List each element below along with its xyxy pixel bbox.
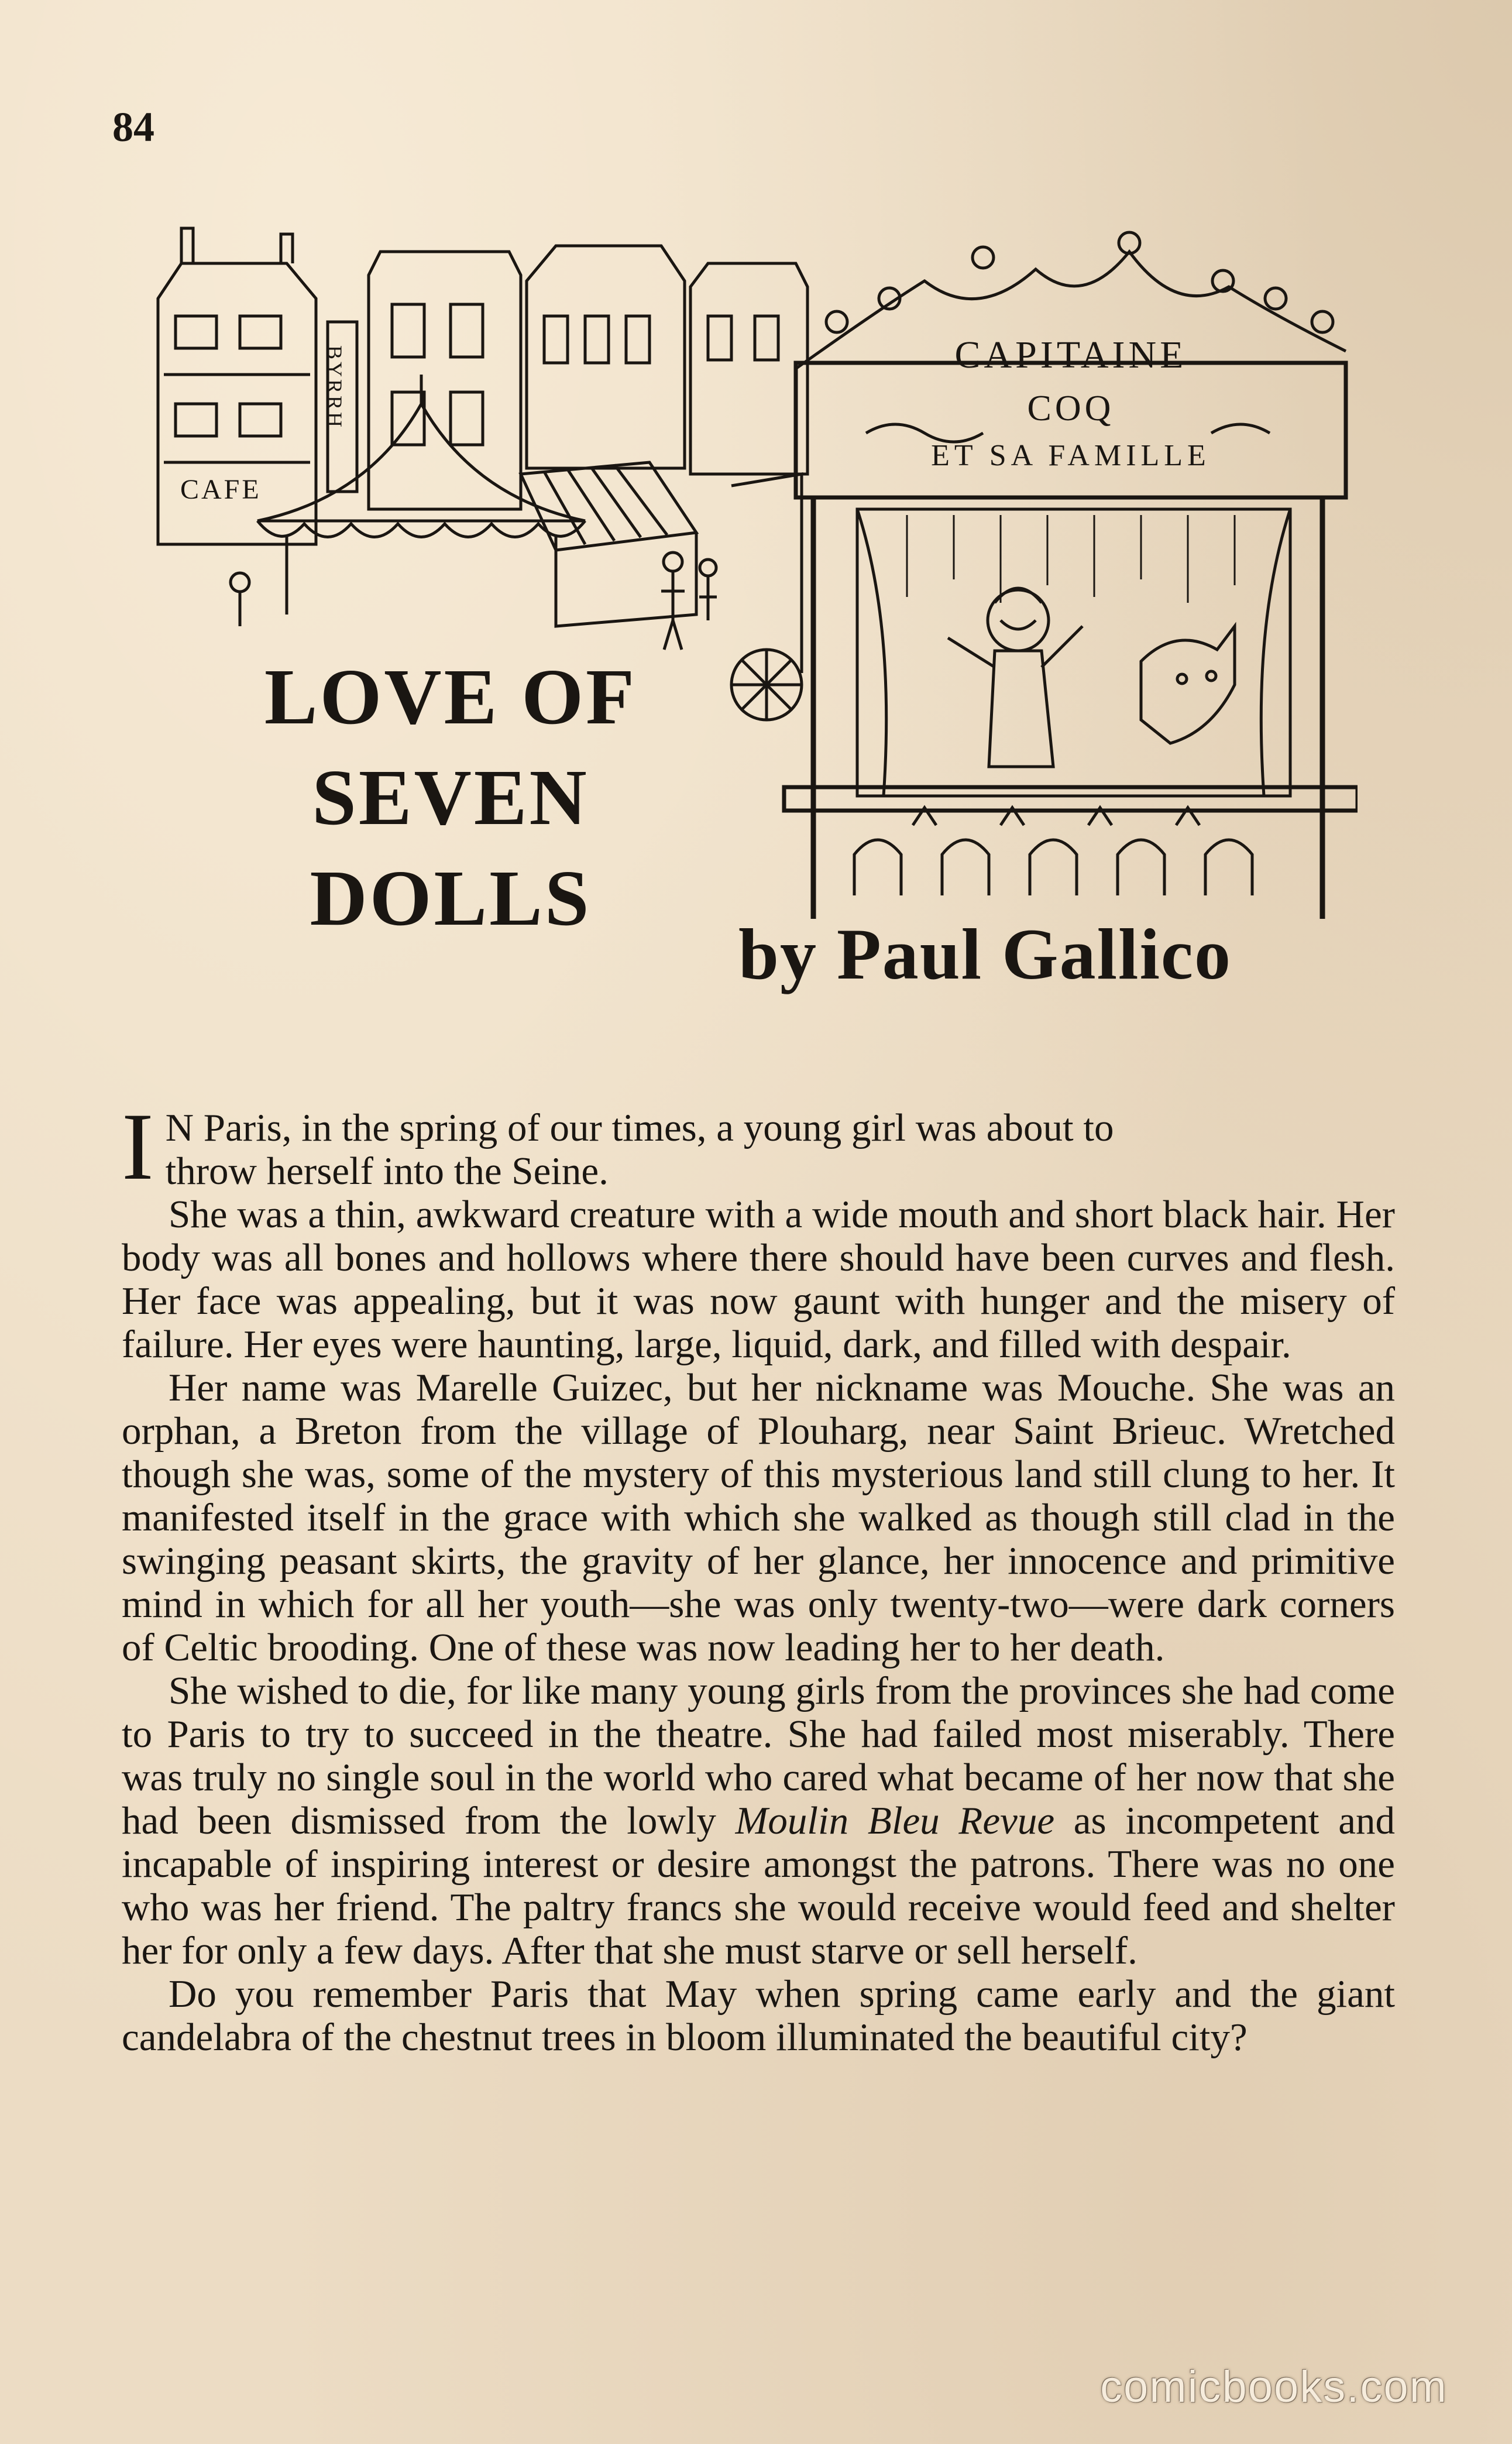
article-title <box>193 647 708 949</box>
sign-capitaine: CAPITAINE <box>954 334 1187 376</box>
drop-cap: I <box>122 1094 154 1200</box>
watermark: comicbooks.com <box>1100 2362 1448 2412</box>
figures <box>231 552 717 650</box>
paragraph-1 <box>122 1094 1395 1200</box>
paragraph-3: Her name was Marelle Guizec, but her nickname was Mouche. She was an orphan, a Breton from the village of Plouharg, near Saint Brieuc. Wretched though she was, some of the mystery of this mysterious land still clung to her. It manifested itself in the grace with which she walked as though still clad in the swinging peasant skirts, the gravity of her glance, her innocence and primitive mind in which for all her youth—she was only twenty-two—were dark corners of Celtic brooding. One of these was now leading her to her death. <box>122 1366 1395 1669</box>
cart <box>731 474 802 720</box>
byline: by Paul Gallico <box>738 914 1232 994</box>
title-line-1: LOVE OF <box>264 653 637 741</box>
paragraph-4-part-2: as incompetent and incapable of inspiring interest or desire amongst the patrons. There was no one who was her friend. The paltry francs she would receive would feed and shelter her for only a few days. After that she must starve or sell herself. <box>122 1799 1395 1972</box>
title-line-3: DOLLS <box>310 854 592 942</box>
paragraph-2: She was a thin, awkward creature with a wide mouth and short black hair. Her body was all bones and hollows where there should have been curves and flesh. Her face was appealing, but it was now gaunt with hunger and the misery of failure. Her eyes were haunting, large, liquid, dark, and filled with despair. <box>122 1193 1395 1366</box>
market-stall <box>521 462 696 626</box>
page-number: 84 <box>112 104 154 150</box>
paragraph-4-part-1: She wished to die, for like many young girls from the provinces she had come to Paris to try to succeed in the theatre. She had failed most miserably. There was truly no single soul in the world who cared what became of her now that she had been dismissed from the lowly <box>122 1669 1395 1842</box>
paragraph-4 <box>122 1669 1395 1972</box>
byrrh-sign: BYRRH <box>323 345 346 430</box>
title-line-2: SEVEN <box>312 754 589 842</box>
paragraph-5: Do you remember Paris that May when spring came early and the giant candelabra of the chestnut trees in bloom illuminated the beautiful city? <box>122 1972 1395 2059</box>
sign-famille: ET SA FAMILLE <box>931 439 1211 472</box>
cafe-sign: CAFE <box>180 474 262 505</box>
revue-title: Moulin Bleu Revue <box>735 1799 1055 1842</box>
carousel <box>257 375 585 615</box>
article-body <box>122 1094 1395 2059</box>
sign-coq: COQ <box>1027 389 1115 428</box>
paragraph-1-line-1: N Paris, in the spring of our times, a young girl was about to <box>165 1106 1114 1149</box>
paragraph-1-line-2: throw herself into the Seine. <box>165 1149 609 1193</box>
